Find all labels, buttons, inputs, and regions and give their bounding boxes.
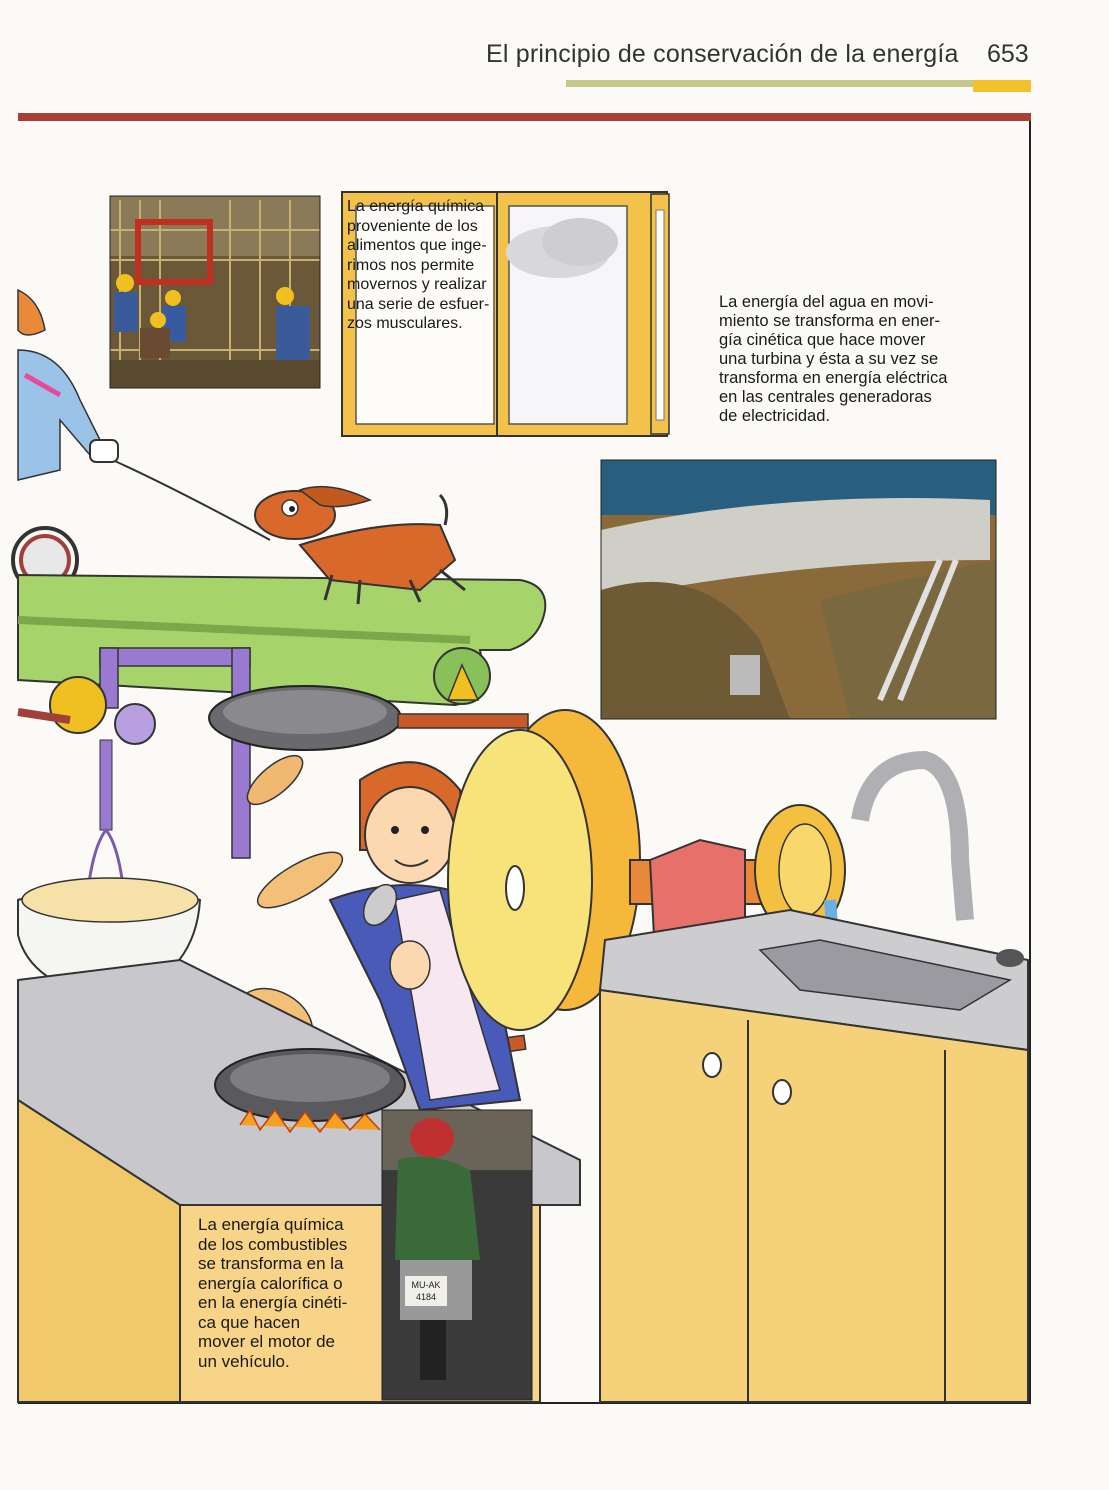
page-title: El principio de conservación de la energía xyxy=(486,40,959,68)
caption-water-energy: La energía del agua en movi- miento se transforma en ener- gía cinética que hace mover una turbina y ésta a su vez se transforma en energía eléctrica en las centrales generadoras de electricidad. xyxy=(719,293,948,425)
license-plate-text: MU-AK xyxy=(411,1280,441,1290)
caption-chemical-food-energy: La energía química proveniente de los alimentos que inge- rimos nos permite movernos y realizar una serie de esfuer- zos musculares. xyxy=(347,198,490,332)
motorcycle-photo xyxy=(382,1110,532,1400)
license-plate-number: 4184 xyxy=(415,1292,437,1302)
kitchen-counter-right xyxy=(600,910,1028,1402)
caption-fuel-energy: La energía química de los combustibles se transforma en la energía calorífica o en la energía cinéti- ca que hacen mover el motor de un vehículo. xyxy=(198,1215,348,1371)
page-number: 653 xyxy=(987,40,1029,68)
construction-workers-photo xyxy=(110,196,320,388)
dam-photo xyxy=(601,460,996,719)
